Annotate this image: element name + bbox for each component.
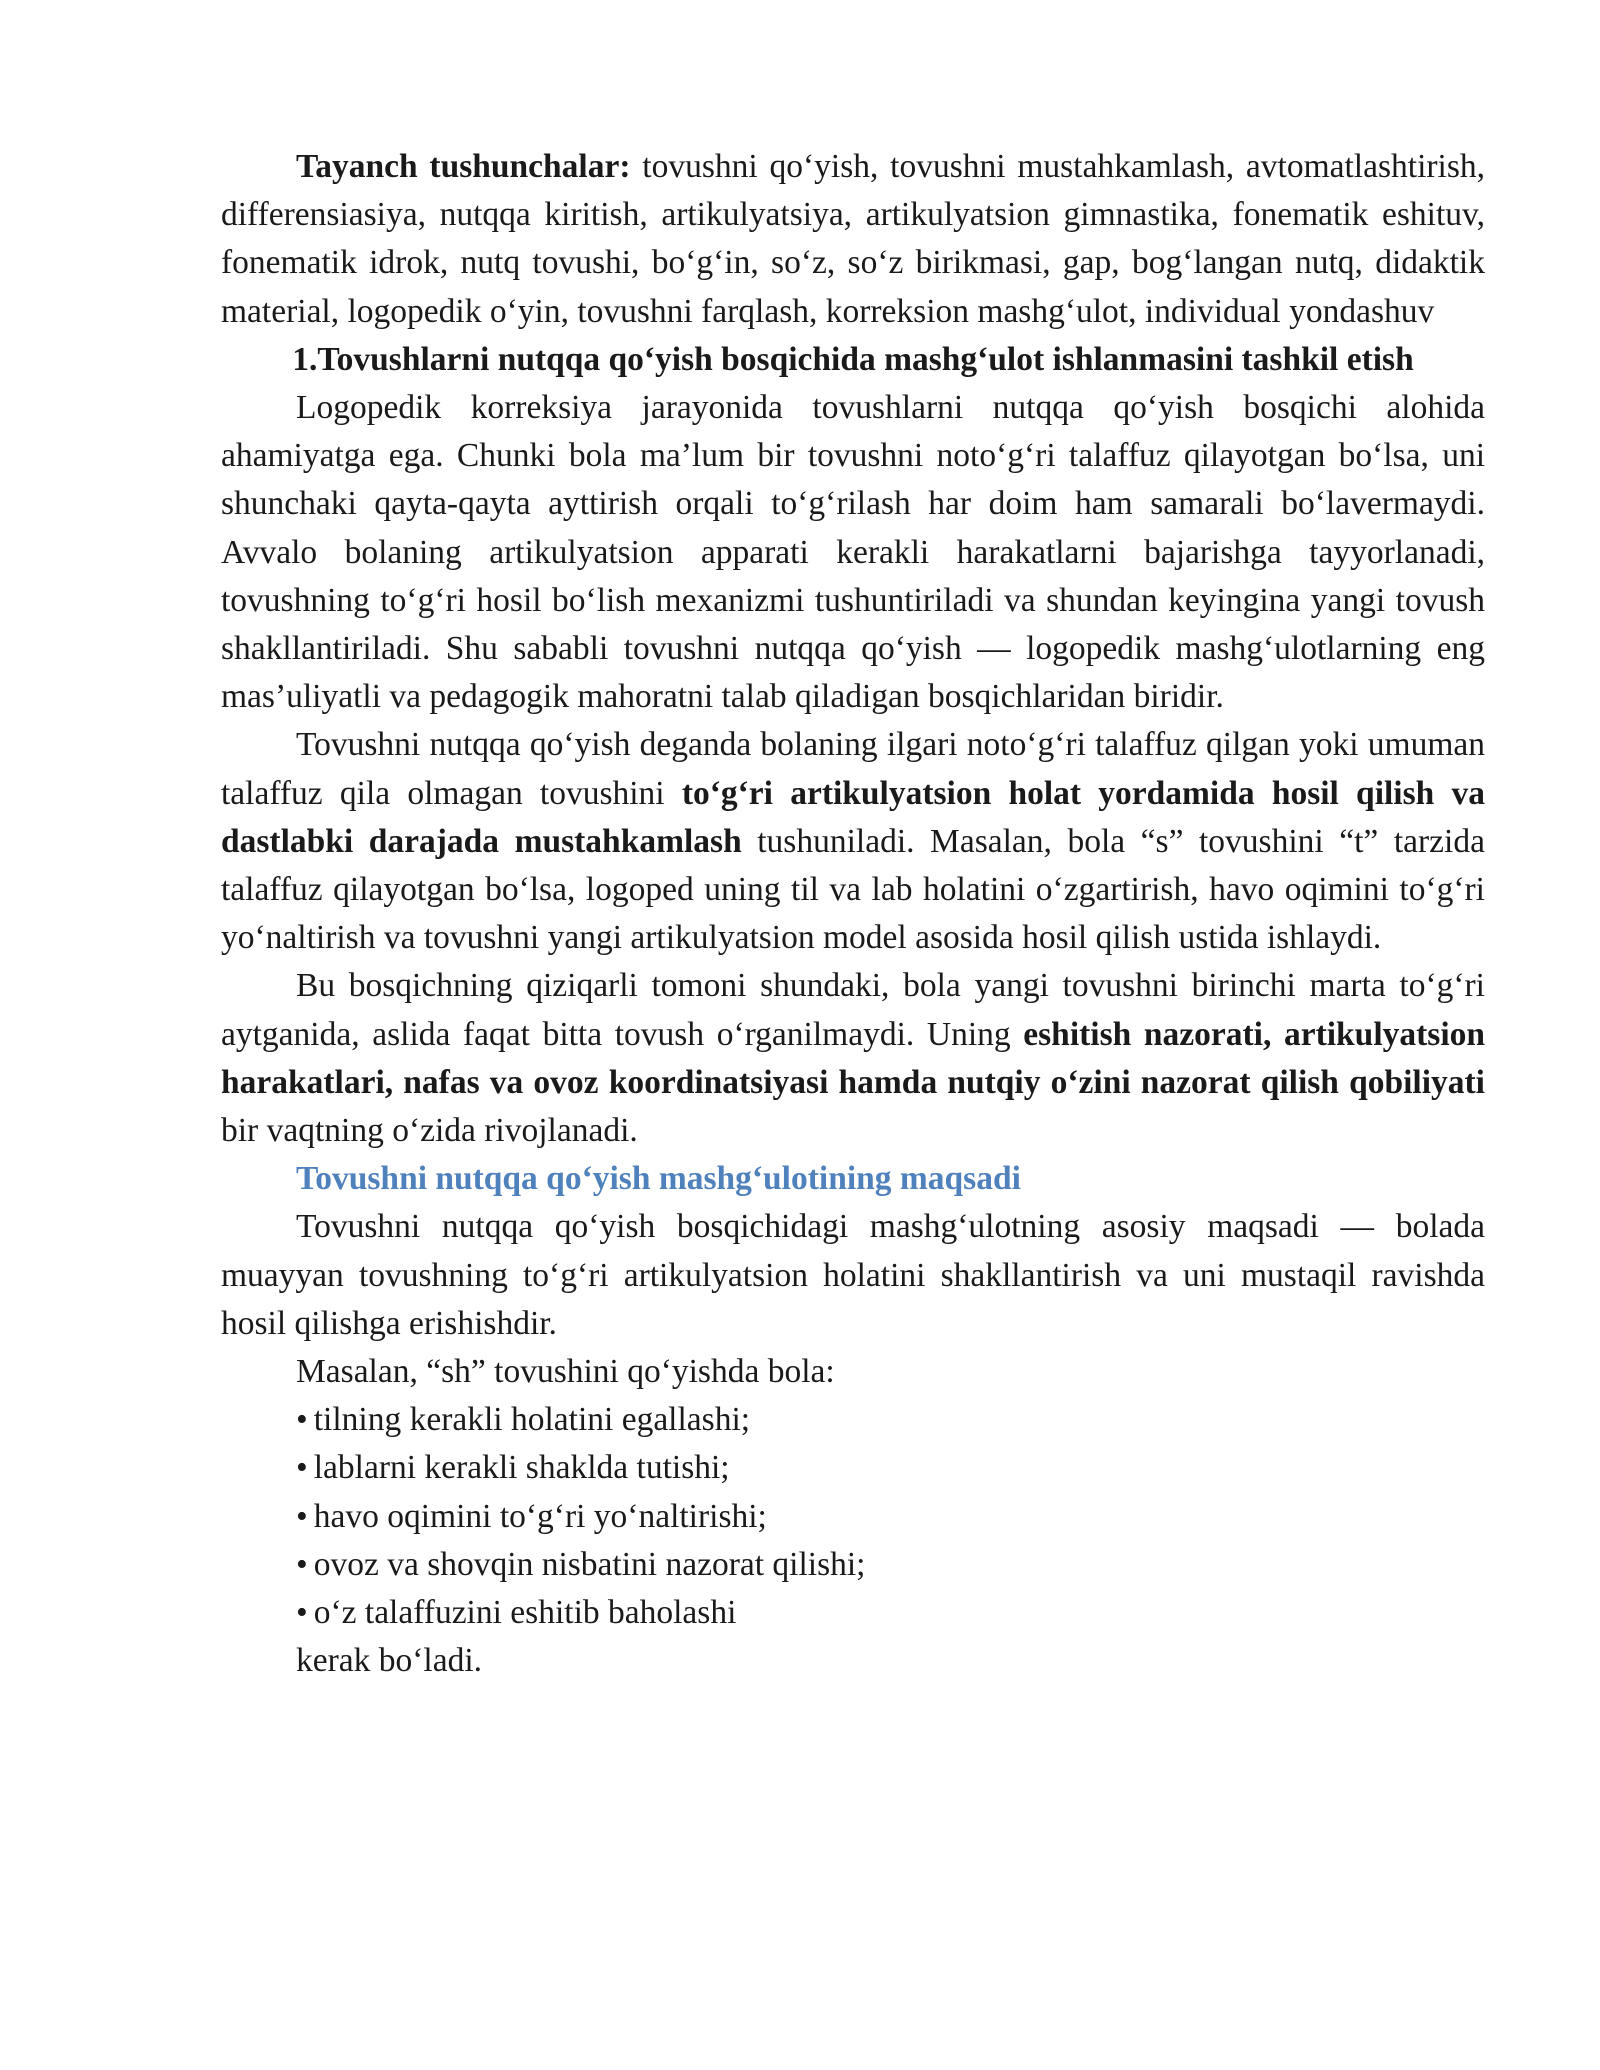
bullet-list: [221, 1396, 1485, 1637]
paragraph-1: Logopedik korreksiya jarayonida tovushlarni nutqqa qo‘yish bosqichi alohida ahamiyatga ega. Chunki bola ma’lum bir tovushni noto‘g‘ri talaffuz qilayotgan bo‘lsa, uni shunchaki qayta-qayta ayttirish orqali to‘g‘rilash har doim ham samarali bo‘lavermaydi. Avvalo bolaning artikulyatsion apparati kerakli harakatlarni bajarishga tayyorlanadi, tovushning to‘g‘ri hosil bo‘lish mexanizmi tushuntiriladi va shundan keyingina yangi tovush shakllantiriladi. Shu sababli tovushni nutqqa qo‘yish — logopedik mashg‘ulotlarning eng mas’uliyatli va pedagogik mahoratni talab qiladigan bosqichlaridan biridir.: [221, 389, 1485, 716]
paragraph-4: Tovushni nutqqa qo‘yish bosqichidagi mashg‘ulotning asosiy maqsadi — bolada muayyan tovushning to‘g‘ri artikulyatsion holatini shakllantirish va uni mustaqil ravishda hosil qilishga erishishdir.: [221, 1208, 1485, 1342]
section-heading: 1.Tovushlarni nutqqa qo‘yish bosqichida mashg‘ulot ishlanmasini tashkil etish: [292, 340, 1414, 378]
list-item: [221, 1541, 1485, 1589]
paragraph-3-part-2: bir vaqtning o‘zida rivojlanadi.: [221, 1112, 638, 1150]
paragraph-2-part-1: Tovushni nutqqa qo‘yish deganda bolaning ilgari noto‘g‘ri talaffuz qilgan yoki umuman talaffuz qila olmagan tovushini: [221, 726, 1485, 812]
list-item-text: o‘z talaffuzini eshitib baholashi: [313, 1594, 737, 1632]
key-concepts-label: Tayanch tushunchalar:: [296, 148, 631, 185]
document-page: [221, 143, 1485, 1686]
paragraph-2: [221, 721, 1485, 962]
list-item: [221, 1493, 1485, 1541]
sub-heading: Tovushni nutqqa qo‘yish mashg‘ulotining maqsadi: [296, 1160, 1021, 1198]
list-item: [221, 1396, 1485, 1444]
list-item-text: havo oqimini to‘g‘ri yo‘naltirishi;: [313, 1497, 767, 1535]
paragraph-3-bold: eshitish nazorati, artikulyatsion harakatlari, nafas va ovoz koordinatsiyasi hamda nutqiy o‘zini nazorat qilish qobiliyati: [221, 1015, 1486, 1101]
list-item-text: tilning kerakli holatini egallashi;: [313, 1401, 751, 1439]
closing-line: kerak bo‘ladi.: [296, 1642, 483, 1680]
key-concepts-text: tovushni qo‘yish, tovushni mustahkamlash, avtomatlashtirish, differensiasiya, nutqqa kiritish, artikulyatsiya, artikulyatsion gimnastika, fonematik eshituv, fonematik idrok, nutq tovushi, bo‘g‘in, so‘z, so‘z birikmasi, gap, bog‘langan nutq, didaktik material, logopedik o‘yin, tovushni farqlash, korreksion mashg‘ulot, individual yondashuv: [221, 148, 1486, 330]
bullet-icon: •: [296, 1497, 308, 1535]
key-concepts-paragraph: [221, 143, 1485, 336]
paragraph-2-bold: to‘g‘ri artikulyatsion holat yordamida hosil qilish va dastlabki darajada mustahkamlash: [221, 774, 1485, 860]
list-item: [221, 1589, 1485, 1637]
paragraph-3-part-1: Bu bosqichning qiziqarli tomoni shundaki, bola yangi tovushni birinchi marta to‘g‘ri aytganida, aslida faqat bitta tovush o‘rganilmaydi. Uning: [221, 967, 1485, 1053]
list-item-text: ovoz va shovqin nisbatini nazorat qilishi;: [313, 1545, 866, 1583]
bullet-icon: •: [296, 1594, 308, 1632]
paragraph-2-part-2: tushuniladi. Masalan, bola “s” tovushini “t” tarzida talaffuz qilayotgan bo‘lsa, logoped uning til va lab holatini o‘zgartirish, havo oqimini to‘g‘ri yo‘naltirish va tovushni yangi artikulyatsion model asosida hosil qilish ustida ishlaydi.: [221, 822, 1485, 957]
bullet-icon: •: [296, 1401, 308, 1439]
list-item: [221, 1444, 1485, 1492]
bullet-icon: •: [296, 1545, 308, 1583]
paragraph-3: [221, 962, 1485, 1155]
bullet-icon: •: [296, 1449, 308, 1487]
list-item-text: lablarni kerakli shaklda tutishi;: [313, 1449, 730, 1487]
example-intro: Masalan, “sh” tovushini qo‘yishda bola:: [296, 1353, 835, 1391]
